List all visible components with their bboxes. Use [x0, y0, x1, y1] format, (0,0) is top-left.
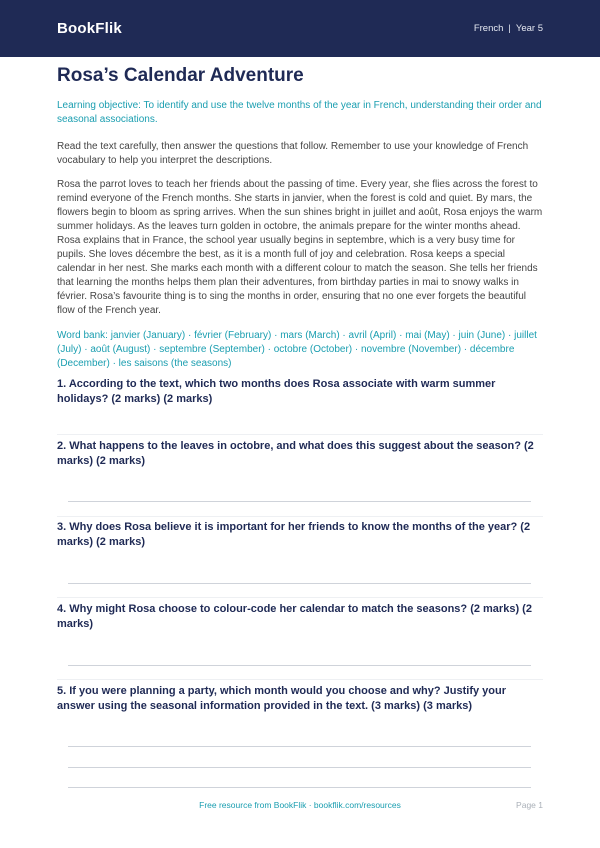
- learning-objective: Learning objective: To identify and use the twelve months of the year in French, understanding their order and seasonal associations.: [57, 100, 542, 125]
- answer-line[interactable]: [68, 767, 531, 768]
- divider: [57, 679, 543, 680]
- divider: [57, 434, 543, 435]
- answer-line[interactable]: [68, 746, 531, 747]
- footer-resource-link[interactable]: Free resource from BookFlik · bookflik.com/resources: [199, 800, 401, 810]
- worksheet-body: [57, 64, 543, 371]
- question-1: [57, 377, 543, 407]
- question-text: 2. What happens to the leaves in octobre, and what does this suggest about the season? (2 marks) (2 marks): [57, 440, 534, 467]
- answer-line[interactable]: [68, 665, 531, 666]
- question-text: 3. Why does Rosa believe it is important for her friends to know the months of the year? (2 marks) (2 marks): [57, 521, 531, 548]
- instructions-text: Read the text carefully, then answer the questions that follow. Remember to use your knowledge of French vocabulary to help you interpret the descriptions.: [57, 141, 529, 166]
- question-text: 5. If you were planning a party, which month would you choose and why? Justify your answer using the seasonal information provided in the text. (3 marks) (3 marks): [57, 685, 507, 712]
- question-3: [57, 520, 543, 550]
- question-2: [57, 439, 543, 469]
- answer-line[interactable]: [68, 501, 531, 502]
- subject-label: French: [473, 23, 504, 34]
- answer-line[interactable]: [68, 583, 531, 584]
- question-5: [57, 684, 543, 714]
- brand-logo-text: BookFlik: [57, 20, 122, 37]
- divider: [57, 597, 543, 598]
- page-number: Page 1: [516, 800, 543, 810]
- answer-line[interactable]: [68, 787, 531, 788]
- question-text: 4. Why might Rosa choose to colour-code her calendar to match the seasons? (2 marks) (2 marks): [57, 603, 532, 630]
- page-header: [0, 0, 600, 57]
- question-text: 1. According to the text, which two months does Rosa associate with warm summer holidays? (2 marks) (2 marks): [57, 378, 496, 405]
- question-4: [57, 602, 543, 632]
- reading-passage: Rosa the parrot loves to teach her friends about the passing of time. Every year, she flies across the forest to remind everyone of the French months. She starts in janvier, when the forest is cold and quiet. By mars, the flowers begin to bloom as spring arrives. When the sun shines bright in juillet and août, Rosa enjoys the warm summer holidays. As the leaves turn golden in octobre, the animals prepare for the winter months ahead. Rosa explains that in France, the school year usually begins in septembre, which is a very busy time for pupils. She loves décembre the best, as it is a month full of joy and celebration. Rosa keeps a special calendar in her nest. She marks each month with a different colour to match the season. She tells her friends that learning the months helps them plan their adventures, from birthday parties in mai to snowy walks in février. Rosa’s favourite thing is to sing the months in order, ensuring that no one ever forgets the beautiful flow of the French year.: [57, 179, 543, 316]
- word-bank: Word bank: janvier (January) · février (February) · mars (March) · avril (April) · mai (May) · juin (June) · juillet (July) · août (August) · septembre (September) · octobre (October) · novembre (November) · décembre (December) · les saisons (the seasons): [57, 330, 537, 369]
- subject-year-label: French | Year 5: [473, 23, 543, 34]
- divider: [57, 516, 543, 517]
- year-label: Year 5: [515, 23, 543, 34]
- page-footer: [0, 800, 600, 814]
- page-title: Rosa’s Calendar Adventure: [57, 65, 304, 86]
